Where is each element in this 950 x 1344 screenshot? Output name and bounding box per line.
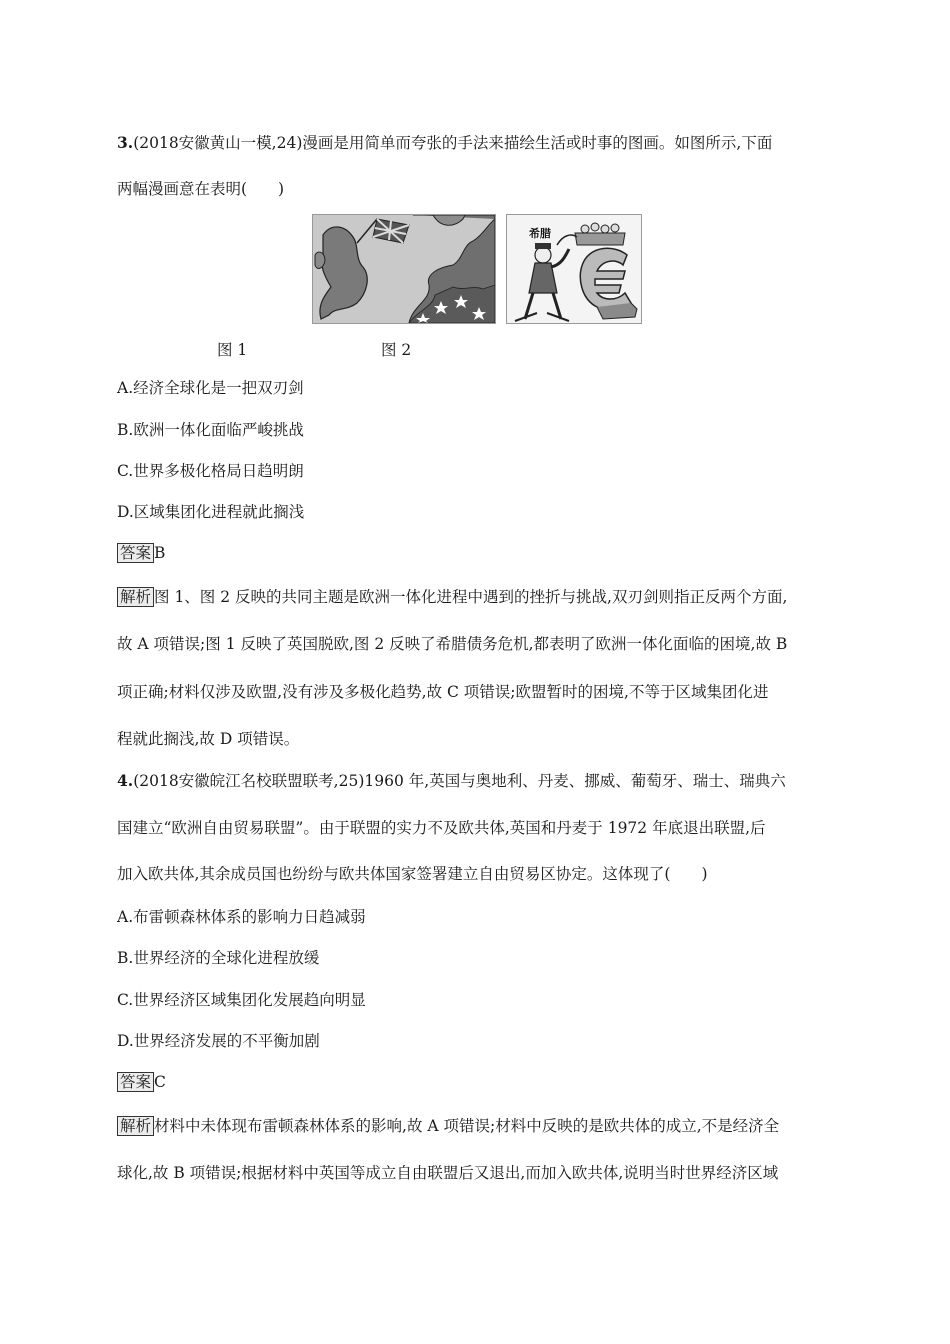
figure-2-caption: 图 2 — [381, 341, 412, 359]
q3-analysis-text1: 图 1、图 2 反映的共同主题是欧洲一体化进程中遇到的挫折与挑战,双刃剑则指正反两个方面, — [154, 588, 788, 606]
q4-answer — [117, 1072, 166, 1092]
q3-analysis-line4: 程就此搁浅,故 D 项错误。 — [117, 730, 300, 748]
q4-stem-line2: 国建立“欧洲自由贸易联盟”。由于联盟的实力不及欧共体,英国和丹麦于 1972 年底退出联盟,后 — [117, 819, 766, 837]
q3-answer-tag: 答案 — [117, 543, 154, 563]
q4-option-c: C.世界经济区域集团化发展趋向明显 — [117, 991, 366, 1009]
q3-stem-line2: 两幅漫画意在表明( ) — [117, 180, 285, 198]
q4-stem-line3: 加入欧共体,其余成员国也纷纷与欧共体国家签署建立自由贸易区协定。这体现了( ) — [117, 865, 708, 883]
q4-source: (2018安徽皖江名校联盟联考,25) — [133, 772, 365, 790]
q3-answer-value: B — [154, 544, 166, 562]
q3-analysis-line3: 项正确;材料仅涉及欧盟,没有涉及多极化趋势,故 C 项错误;欧盟暂时的困境,不等于区域集团化进 — [117, 683, 769, 701]
q4-analysis-line2: 球化,故 B 项错误;根据材料中英国等成立自由联盟后又退出,而加入欧共体,说明当时世界经济区域 — [117, 1164, 779, 1182]
q4-number: 4. — [117, 771, 134, 790]
q3-analysis-tag: 解析 — [117, 587, 154, 607]
q3-option-a: A.经济全球化是一把双刃剑 — [117, 379, 304, 397]
q4-option-d: D.世界经济发展的不平衡加剧 — [117, 1032, 320, 1050]
q4-analysis-tag: 解析 — [117, 1116, 154, 1136]
q3-option-b: B.欧洲一体化面临严峻挑战 — [117, 421, 304, 439]
q3-option-c: C.世界多极化格局日趋明朗 — [117, 462, 304, 480]
q3-option-d: D.区域集团化进程就此搁浅 — [117, 503, 305, 521]
figure-2-label: 希腊 — [529, 227, 551, 240]
greece-euro-cartoon-image — [507, 215, 641, 323]
q4-analysis-line1 — [117, 1116, 779, 1136]
q3-number: 3. — [117, 133, 134, 152]
q3-stem-text: 漫画是用简单而夸张的手法来描绘生活或时事的图画。如图所示,下面 — [302, 134, 773, 152]
q4-stem-line1 — [117, 771, 786, 791]
q3-stem-line1 — [117, 133, 772, 153]
q3-analysis-line1 — [117, 587, 787, 607]
q3-source: (2018安徽黄山一模,24) — [133, 134, 303, 152]
q4-option-b: B.世界经济的全球化进程放缓 — [117, 949, 320, 967]
q4-analysis-text1: 材料中未体现布雷顿森林体系的影响,故 A 项错误;材料中反映的是欧共体的成立,不是经济全 — [154, 1117, 780, 1135]
q4-stem-text1: 1960 年,英国与奥地利、丹麦、挪威、葡萄牙、瑞士、瑞典六 — [364, 772, 786, 790]
q3-analysis-line2: 故 A 项错误;图 1 反映了英国脱欧,图 2 反映了希腊债务危机,都表明了欧洲一体化面临的困境,故 B — [117, 635, 788, 653]
figure-1-cartoon — [312, 214, 496, 324]
q4-answer-tag: 答案 — [117, 1072, 154, 1092]
q4-answer-value: C — [154, 1073, 166, 1091]
q3-answer — [117, 543, 165, 563]
figure-1-caption: 图 1 — [217, 341, 248, 359]
figure-2-cartoon — [506, 214, 642, 324]
uk-map-cartoon-image — [313, 215, 495, 323]
q4-option-a: A.布雷顿森林体系的影响力日趋减弱 — [117, 908, 366, 926]
